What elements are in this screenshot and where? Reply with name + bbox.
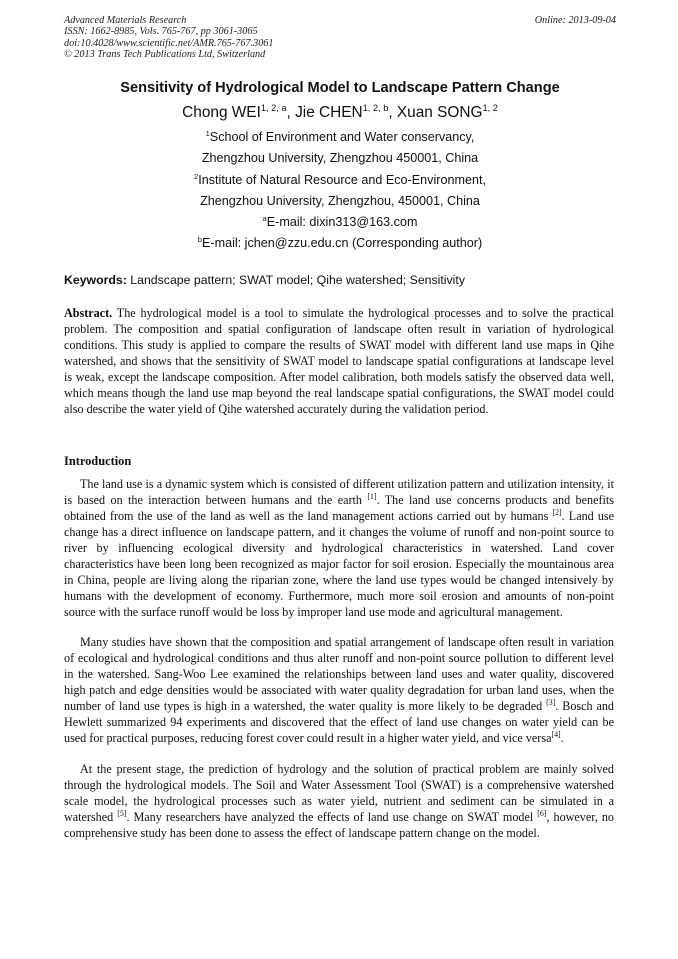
paragraph-text: Many studies have shown that the composition and spatial arrangement of landscape often result in variation of ecological and hydrological conditions and thus alter runoff and non-point source pollution to different level in the watershed. Sang-Woo Lee examined the relationships between land uses and water quality, discovered high patch and edge densities would be associated with water quality degradation for urban land uses, when the number of land use types is high in a watershed, the water quality is more likely to be degraded — [64, 635, 614, 713]
affiliation-line — [64, 151, 616, 165]
paragraph-text: The land use is a dynamic system which is consisted of different utilization pattern and utilization intensity, it is based on the interaction between humans and the earth — [64, 477, 614, 507]
journal-name: Advanced Materials Research — [64, 15, 187, 26]
paragraph-text: . The land use concerns products and benefits obtained from the use of the land as well as the land management actions carried out by humans — [64, 493, 614, 523]
paragraph-text: , however, no comprehensive study has been done to assess the effect of landscape pattern change on the model. — [64, 810, 615, 840]
paragraph-text: At the present stage, the prediction of hydrology and the solution of practical problem are mainly solved through the hydrological models. The Soil and Water Assessment Tool (SWAT) is a comprehensive watershed scale model, the hydrological processes such as water yield, nutrient and sediment can be simulated in a watershed — [64, 762, 614, 824]
affiliation-text: Zhengzhou University, Zhengzhou 450001, China — [201, 151, 479, 165]
affiliation-text: Institute of Natural Resource and Eco-Environment, — [198, 173, 486, 187]
paragraph-text: . — [560, 731, 564, 745]
paragraph-text: . Bosch and Hewlett summarized 94 experiments and discovered that the effect of land use changes on water yield can be used for practical purposes, reducing forest cover could result in a higher water yield, and vice versa — [64, 699, 614, 745]
author-separator: , — [286, 104, 296, 121]
affil-mark: 1 — [205, 128, 210, 138]
email-line — [64, 215, 616, 229]
email-line — [64, 236, 616, 250]
author-affil-mark: 1, 2 — [482, 102, 498, 113]
author-name: Chong WEI — [182, 104, 261, 121]
intro-paragraph — [64, 761, 614, 841]
copyright-line: © 2013 Trans Tech Publications Ltd, Switzerland — [64, 49, 266, 61]
keywords — [64, 273, 616, 287]
abstract — [64, 305, 614, 417]
abstract-label: Abstract. — [64, 306, 113, 320]
author-separator: , — [388, 104, 397, 121]
paragraph-text: . Many researchers have analyzed the effects of land use change on SWAT model — [126, 810, 538, 824]
online-date: Online: 2013-09-04 — [534, 15, 616, 26]
affiliation-text: Zhengzhou University, Zhengzhou, 450001, China — [200, 194, 480, 208]
affil-mark: 2 — [194, 171, 199, 181]
keywords-text: Landscape pattern; SWAT model; Qihe watershed; Sensitivity — [126, 273, 465, 287]
paper-title: Sensitivity of Hydrological Model to Landscape Pattern Change — [120, 80, 560, 96]
citation-ref: [3] — [546, 697, 556, 707]
citation-ref: [2] — [552, 507, 562, 517]
affiliation-line — [64, 194, 616, 208]
author-affil-mark: 1, 2, b — [362, 102, 389, 113]
doi-line: doi:10.4028/www.scientific.net/AMR.765-767.3061 — [64, 37, 274, 49]
journal-header — [64, 15, 616, 61]
section-heading-introduction: Introduction — [64, 454, 132, 468]
citation-ref: [1] — [367, 491, 377, 501]
author-name: Xuan SONG — [396, 104, 483, 121]
issn-line: ISSN: 1662-8985, Vols. 765-767, pp 3061-3065 — [64, 26, 258, 38]
keywords-label: Keywords: — [64, 273, 127, 287]
affiliation-line — [64, 130, 616, 144]
affiliation-line — [64, 173, 616, 187]
citation-ref: [6] — [537, 808, 547, 818]
affiliation-text: School of Environment and Water conservancy, — [209, 130, 475, 144]
affil-mark: b — [197, 234, 202, 244]
citation-ref: [5] — [117, 808, 127, 818]
paragraph-text: . Land use change has a direct influence on landscape pattern, and it changes the volume of runoff and non-point source to river by influencing ecological diversity and hydrological characteristics in watershed. Land cover characteristics have been long been recognized as major factor for soil erosion. Especially the mountainous area in China, people are living along the riparian zone, where the land use types would be changed intensively by humans with the development of economy. Furthermore, much more soil erosion and amounts of non-point source with the surface runoff would be loss by improper land use mode and agricultural management. — [64, 509, 615, 619]
email-text: E-mail: jchen@zzu.edu.cn (Corresponding author) — [202, 236, 483, 250]
affil-mark: a — [262, 213, 267, 223]
email-text: E-mail: dixin313@163.com — [266, 215, 418, 229]
author-affil-mark: 1, 2, a — [260, 102, 287, 113]
author-name: Jie CHEN — [295, 104, 363, 121]
intro-paragraph — [64, 476, 614, 620]
intro-paragraph — [64, 634, 614, 746]
abstract-text: The hydrological model is a tool to simulate the hydrological processes and to solve the practical problem. The composition and spatial configuration of landscape often result in variation of hydrological conditions. This study is applied to compare the results of SWAT model with different land use maps in Qihe watershed, and shows that the sensitivity of SWAT model to landscape spatial configurations at landscape level is weak, except the landscape composition. After model calibration, both models satisfy the observed data well, which means though the land use map beyond the real landscape spatial configurations, the SWAT model could also describe the water yield of Qihe watershed accurately during the validation period. — [64, 306, 614, 416]
author-list — [64, 104, 616, 122]
citation-ref: [4] — [551, 729, 561, 739]
